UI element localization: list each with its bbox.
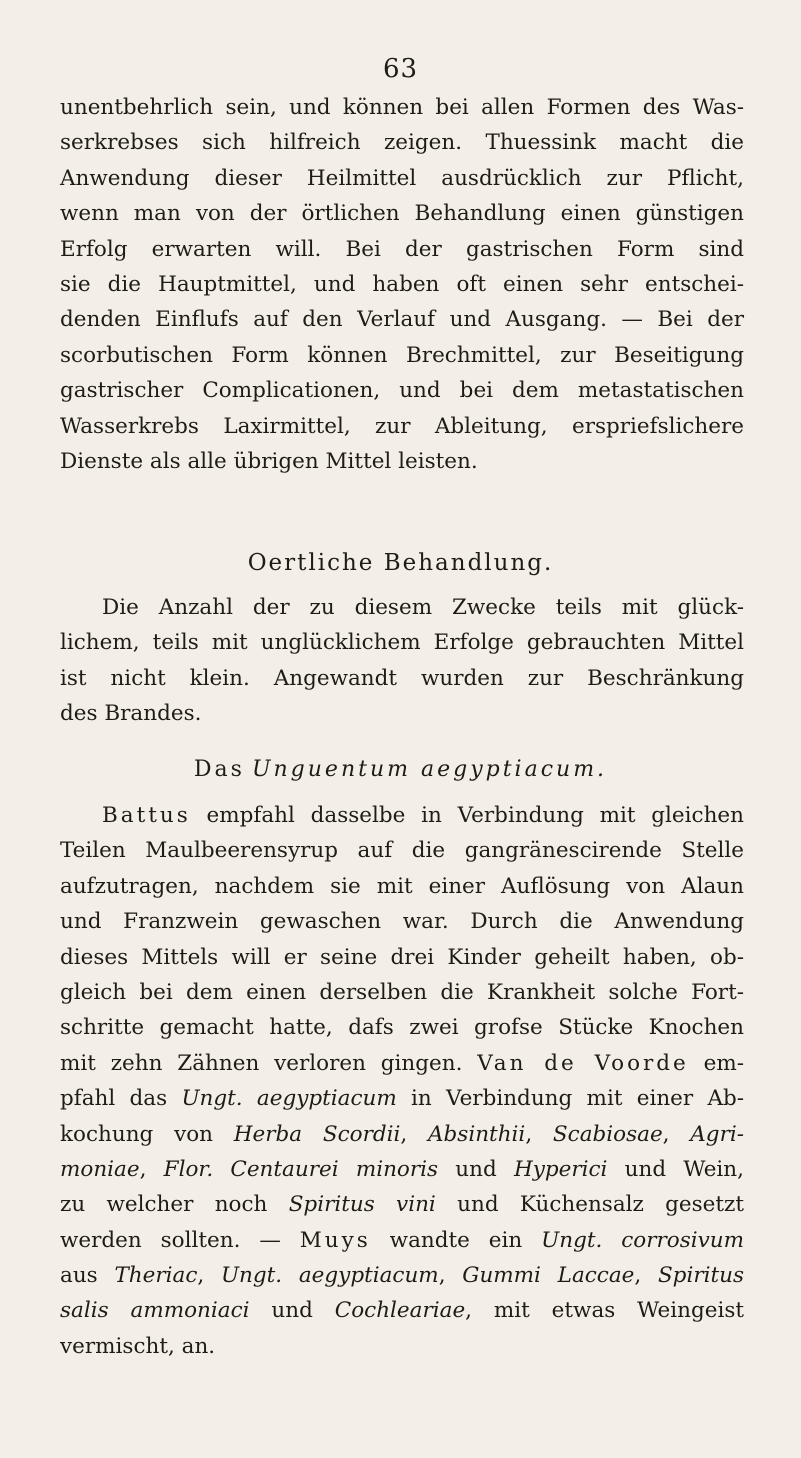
- text-line: wenn man von der örtlichen Behandlung einen günstigen: [60, 201, 744, 227]
- remedy-name: Cochleariae: [334, 1298, 466, 1324]
- remedy-name: Herba Scordii: [233, 1121, 401, 1147]
- text-line: aufzutragen, nachdem sie mit einer Auflösung von Alaun: [60, 873, 744, 899]
- text-line: scorbutischen Form können Brechmittel, zur Beseitigung: [60, 342, 744, 368]
- text-line: schritte gemacht hatte, dafs zwei grofse Stücke Knochen: [60, 1015, 744, 1041]
- paragraph-continuation: [60, 90, 744, 479]
- text-line: werden sollten. — Muys wandte ein Ungt. corrosivum: [60, 1227, 745, 1253]
- remedy-name: Flor. Centaurei minoris: [163, 1156, 439, 1182]
- remedy-name: Agri-: [690, 1121, 744, 1147]
- remedy-name: Scabiosae: [552, 1121, 663, 1147]
- text-line: zu welcher noch Spiritus vini und Küchensalz gesetzt: [60, 1192, 745, 1218]
- remedy-name: Ungt. aegyptiacum: [181, 1086, 397, 1112]
- text-line: gleich bei dem einen derselben die Krankheit solche Fort-: [60, 979, 744, 1005]
- author-name: Van de Voorde: [477, 1050, 689, 1076]
- remedy-name: Absinthii: [428, 1121, 526, 1147]
- remedy-name: salis ammoniaci: [60, 1298, 250, 1324]
- text-line: lichem, teils mit unglücklichem Erfolge gebrauchten Mittel: [60, 630, 744, 656]
- author-name: Muys: [299, 1227, 371, 1253]
- text-line: mit zehn Zähnen verloren gingen. Van de Voorde em-: [60, 1050, 744, 1076]
- text-line: aus Theriac, Ungt. aegyptiacum, Gummi Laccae, Spiritus: [60, 1263, 744, 1289]
- author-name: Battus: [102, 803, 191, 828]
- text-line: gastrischer Complicationen, und bei dem metastatischen: [60, 378, 744, 404]
- remedy-name: moniae: [60, 1156, 140, 1182]
- text-line: des Brandes.: [60, 701, 202, 727]
- paragraph: [60, 798, 744, 1364]
- remedy-name: Spiritus: [657, 1263, 744, 1289]
- text-line: Anwendung dieser Heilmittel ausdrücklich zur Pflicht,: [60, 165, 744, 191]
- text-line: Battus empfahl dasselbe in Verbindung mit gleichen: [102, 803, 744, 828]
- text-line: unentbehrlich sein, und können bei allen Formen des Was-: [60, 95, 744, 120]
- text-line: Wasserkrebs Laxirmittel, zur Ableitung, erspriefslichere: [60, 413, 744, 439]
- paragraph: [60, 590, 744, 732]
- text-line: moniae, Flor. Centaurei minoris und Hyperici und Wein,: [60, 1156, 744, 1182]
- subsection-heading: [0, 757, 801, 782]
- remedy-name: Hyperici: [513, 1156, 608, 1182]
- text-line: Dienste als alle übrigen Mittel leisten.: [60, 448, 478, 474]
- remedy-name: Ungt. corrosivum: [541, 1227, 745, 1253]
- text-line: Erfolg erwarten will. Bei der gastrischen Form sind: [60, 236, 744, 262]
- text-line: salis ammoniaci und Cochleariae, mit etwas Weingeist: [60, 1298, 745, 1324]
- subheading-title: Unguentum aegyptiacum.: [251, 757, 608, 782]
- text-line: vermischt, an.: [60, 1333, 216, 1359]
- remedy-name: Gummi Laccae: [462, 1263, 635, 1289]
- text-line: kochung von Herba Scordii, Absinthii, Scabiosae, Agri-: [60, 1121, 744, 1147]
- text-line: Teilen Maulbeerensyrup auf die gangränescirende Stelle: [60, 838, 744, 864]
- text-line: dieses Mittels will er seine drei Kinder geheilt haben, ob-: [60, 944, 744, 970]
- text-line: denden Einflufs auf den Verlauf und Ausgang. — Bei der: [60, 307, 744, 333]
- text-line: und Franzwein gewaschen war. Durch die Anwendung: [60, 909, 744, 935]
- section-heading: Oertliche Behandlung.: [247, 550, 554, 576]
- text-line: serkrebses sich hilfreich zeigen. Thuessink macht die: [60, 130, 744, 156]
- remedy-name: Spiritus vini: [288, 1192, 436, 1218]
- text-line: ist nicht klein. Angewandt wurden zur Beschränkung: [60, 665, 744, 691]
- text-line: Die Anzahl der zu diesem Zwecke teils mit glück-: [102, 595, 744, 620]
- remedy-name: Theriac: [114, 1263, 198, 1289]
- page-number: 63: [382, 54, 419, 84]
- remedy-name: Ungt. aegyptiacum: [220, 1263, 439, 1289]
- text-line: sie die Hauptmittel, und haben oft einen sehr entschei-: [60, 271, 744, 297]
- text-line: pfahl das Ungt. aegyptiacum in Verbindung mit einer Ab-: [60, 1086, 745, 1112]
- subheading-prefix: Das: [193, 757, 245, 782]
